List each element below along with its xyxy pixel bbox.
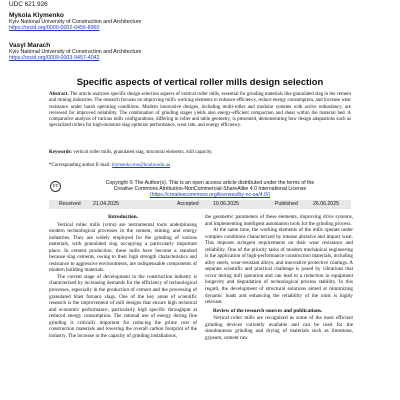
keywords-text: vertical roller mills, granulated slag, structural elements, mill capacity. [73,150,213,155]
dates-bar [49,200,351,209]
keywords [49,150,351,155]
paragraph: the geometric parameters of these elements, improving drive systems, and implementing intelligent automation tools for the grinding process. [205,214,353,227]
orcid-link[interactable]: https://orcid.org/0000-0002-6456-8960 [9,25,100,32]
keywords-label: Keywords: [49,150,73,155]
body-column-left [49,214,197,339]
license-line-2: Creative Commons Attribution-NonCommercial-ShareAlike 4.0 International License [113,186,307,193]
received-label: Received [59,201,81,207]
udc-code: UDC 621.926 [9,1,48,8]
abstract-text: The article analyzes specific design selection aspects of vertical roller mills, essential for grinding materials like granulated slag in the cement and mining industries. The research focuses on improving mill's working elements to enhance efficiency, reduce energy consumption, and increase wear resistance under harsh operating conditions. Modern innovative designs, including multi-roller and modular systems with active redundancy, are reviewed for improved reliability. The combination of grinding stages yields also energy-efficient compaction and shear within the material bed. A comparative analysis of various mills configurations, differing in roller and table geometry, is presented, demonstrating how design adaptations such as specialized rollers for high-moisture slag optimize performance, wear rate, and energy efficiency. [49,92,351,129]
section-heading-review: Review of the research sources and publications. [213,307,323,314]
corresponding-author [49,163,351,168]
orcid-link[interactable]: https://orcid.org/0009-0003-9457-4042 [9,55,100,62]
corresponding-label: *Corresponding author E-mail: [49,163,111,168]
accepted-label: Accepted [177,201,199,207]
email-link[interactable]: klymenko.mo@knuba.edu.ua [111,163,171,168]
author-name: Vasyl Marach [9,42,51,49]
author-name: Mykola Klymenko [9,12,64,19]
accepted-date: 10.06.2025 [213,201,239,207]
article-title: Specific aspects of vertical roller mills design selection [76,76,324,87]
author-affiliation: Kyiv National University of Construction and Architecture [9,49,142,55]
author-block-2 [9,42,141,62]
body-column-right [205,214,353,341]
paragraph: The current stage of development in the construction industry is characterized by increasing demands for the efficiency of technological processes, especially in the production of cement and the processing of granulated blast furnace slags. One of the key areas of scientific research is the improvement of mill designs that ensure high technical and economic performance, particularly high specific throughput at reduced energy consumption. The rational use of energy during fine grinding is critically important for reducing the prime cost of construction materials and lowering the overall carbon footprint of the industry. The increase in the capacity of grinding installations, [49,273,197,339]
published-date: 26.06.2025 [313,201,339,207]
paragraph: Vertical roller mills (vrms) are instrumental tools underpinning modern technological processes in the cement, mining, and energy industries. They are widely employed for the grinding of various materials, with granulated slag occupying a particularly important place. In cement production, these mills have become a standard because slag cements, owing to their high strength characteristics and resistance to aggressive environments, are indispensable components of modern building materials. [49,221,197,274]
author-block-1 [9,12,141,32]
paragraph: At the same time, the working elements of the mills operate under complex conditions characterized by intense abrasive and impact wear. This imposes stringent requirements on their wear resistance and reliability. One of the priority tasks of modern mechanical engineering is the application of high-performance construction materials, including alloy steels, wear-resistant alloys, and innovative protective coatings. A separate scientific and practical challenge is posed by vibrations that occur during mill operation and can lead to a reduction in equipment longevity and degradation of technological process stability. In this regard, the development of structural solutions aimed at minimizing dynamic loads and enhancing the reliability of the units is highly relevant. [205,227,353,306]
author-affiliation: Kyiv National University of Construction and Architecture [9,19,142,25]
section-heading-introduction: Introduction. [107,214,139,220]
abstract [49,92,351,130]
received-date: 21.04.2025 [93,201,119,207]
published-label: Published [275,201,298,207]
license-link[interactable]: (https://creativecommons.org/licenses/by-nc-sa/4.0/) [149,192,271,199]
license-notice [62,180,358,199]
cc-license-icon: cc [50,181,61,192]
abstract-label: Abstract. [49,92,69,97]
license-line-1: Copyright © The Author(s). This is an open access article distributed under the terms of the [105,180,315,186]
paragraph: Vertical roller mills are recognized as some of the most efficient grinding devices currently available and can be used for the simultaneous grinding and drying of materials such as limestone, gypsum, cement raw [205,315,353,341]
